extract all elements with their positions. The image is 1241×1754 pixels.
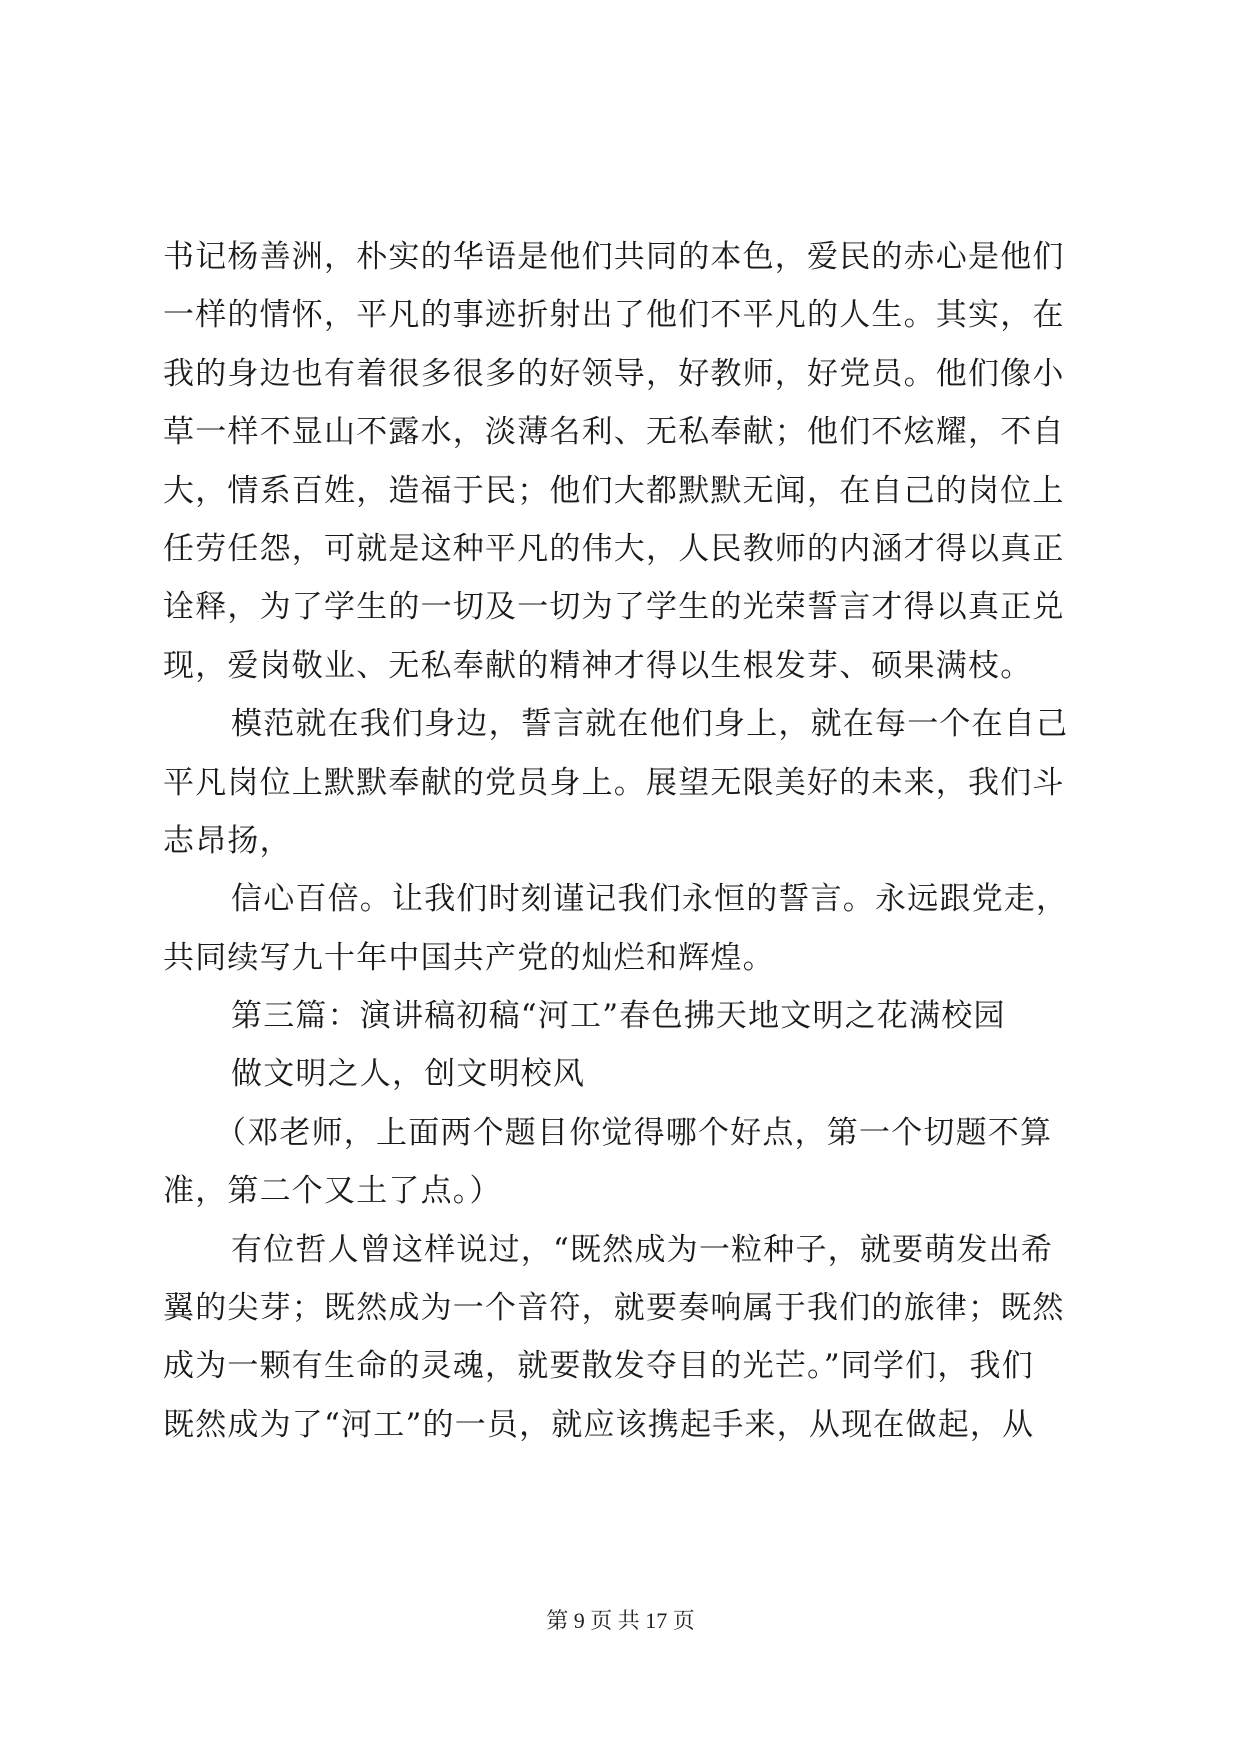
section-heading: 第三篇：演讲稿初稿“河工”春色拂天地文明之花满校园: [231, 998, 1006, 1035]
page-number-footer: 第 9 页 共 17 页: [546, 1608, 695, 1633]
text-line: 现，爱岗敬业、无私奉献的精神才得以生根发芽、硕果满枝。: [163, 647, 1033, 684]
text-line: 诠释，为了学生的一切及一切为了学生的光荣誓言才得以真正兑: [163, 589, 1065, 626]
subheading: 做文明之人，创文明校风: [231, 1056, 586, 1093]
text-line: 一样的情怀，平凡的事迹折射出了他们不平凡的人生。其实，在: [163, 297, 1065, 334]
text-line: 平凡岗位上默默奉献的党员身上。展望无限美好的未来，我们斗: [163, 764, 1065, 801]
text-line: 志昂扬，: [163, 822, 292, 859]
paragraph-start-line: 有位哲人曾这样说过，“既然成为一粒种子，就要萌发出希: [231, 1231, 1054, 1268]
text-line: 翼的尖芽；既然成为一个音符，就要奏响属于我们的旅律；既然: [163, 1290, 1065, 1327]
paragraph-start-line: （邓老师，上面两个题目你觉得哪个好点，第一个切题不算: [215, 1114, 1053, 1151]
text-line: 书记杨善洲，朴实的华语是他们共同的本色，爱民的赤心是他们: [163, 239, 1065, 275]
text-line: 大，情系百姓，造福于民；他们大都默默无闻，在自己的岗位上: [163, 472, 1065, 509]
text-line: 共同续写九十年中国共产党的灿烂和辉煌。: [163, 939, 775, 976]
text-line: 我的身边也有着很多很多的好领导，好教师，好党员。他们像小: [163, 355, 1065, 392]
text-line: 准，第二个又土了点。）: [163, 1173, 502, 1210]
paragraph-start-line: 模范就在我们身边，誓言就在他们身上，就在每一个在自己: [231, 706, 1069, 743]
paragraph-start-line: 信心百倍。让我们时刻谨记我们永恒的誓言。永远跟党走，: [231, 881, 1069, 918]
text-line: 成为一颗有生命的灵魂，就要散发夺目的光芒。”同学们，我们: [163, 1348, 1034, 1385]
text-line: 任劳任怨，可就是这种平凡的伟大，人民教师的内涵才得以真正: [163, 530, 1065, 567]
text-line: 草一样不显山不露水，淡薄名利、无私奉献；他们不炫耀，不自: [163, 414, 1065, 451]
text-line: 既然成为了“河工”的一员，就应该携起手来，从现在做起，从: [163, 1406, 1035, 1443]
document-body: [163, 228, 1079, 1454]
